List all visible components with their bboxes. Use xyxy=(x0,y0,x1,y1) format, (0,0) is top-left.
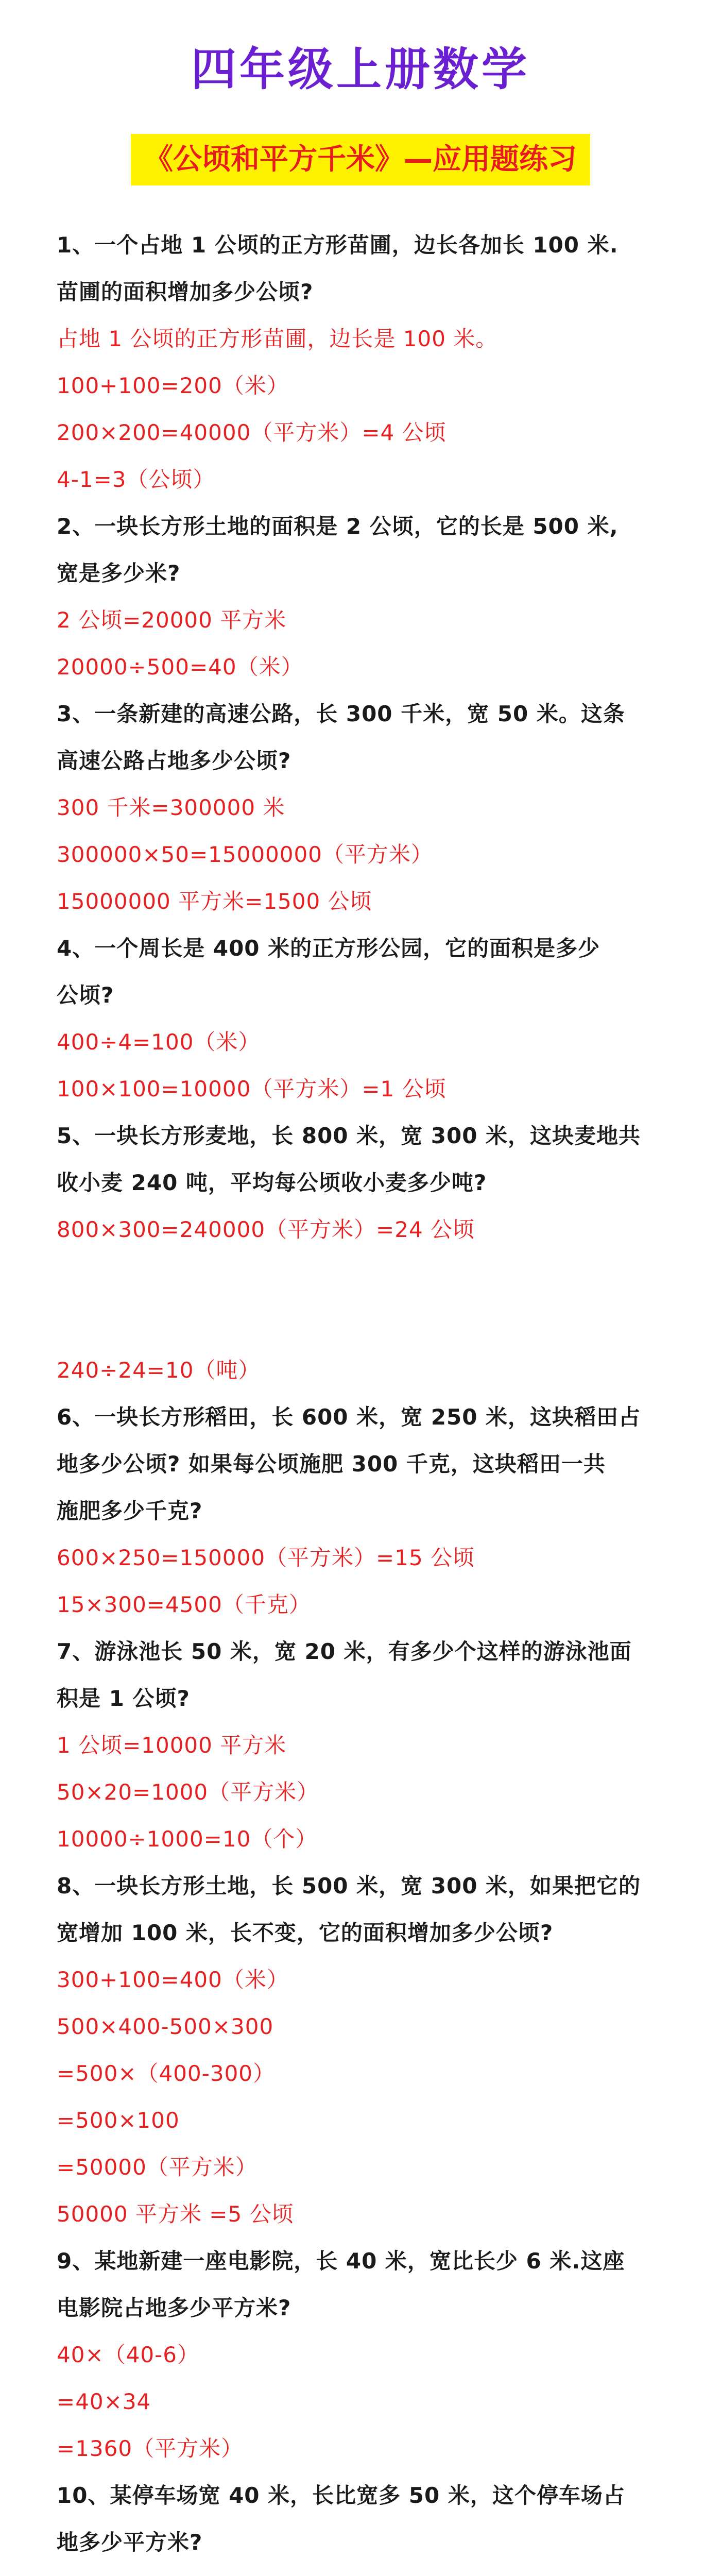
question-line: 电影院占地多少平方米? xyxy=(57,2295,291,2320)
question-line: 10、某停车场宽 40 米，长比宽多 50 米，这个停车场占 xyxy=(57,2483,625,2508)
answer-line: =500×（400-300） xyxy=(57,2061,276,2086)
blank-space xyxy=(57,2566,664,2576)
blank-space xyxy=(57,1300,664,1347)
answer-line: 40×（40-6） xyxy=(57,2342,199,2367)
answer-line: 300000×50=15000000（平方米） xyxy=(57,842,433,867)
question-line: 施肥多少千克? xyxy=(57,1498,203,1523)
question-line: 收小麦 240 吨，平均每公顷收小麦多少吨? xyxy=(57,1170,487,1195)
answer-line: 300+100=400（米） xyxy=(57,1967,289,1992)
question-line: 9、某地新建一座电影院，长 40 米，宽比长少 6 米.这座 xyxy=(57,2248,625,2274)
question-line: 高速公路占地多少公顷? xyxy=(57,748,291,773)
answer-line: 300 千米=300000 米 xyxy=(57,795,285,820)
answer-line: 50×20=1000（平方米） xyxy=(57,1780,319,1805)
answer-line: 20000÷500=40（米） xyxy=(57,654,303,680)
question-line: 宽增加 100 米，长不变，它的面积增加多少公顷? xyxy=(57,1920,554,1945)
answer-line: 15×300=4500（千克） xyxy=(57,1592,311,1617)
answer-line: 800×300=240000（平方米）=24 公顷 xyxy=(57,1217,475,1242)
answer-line: 15000000 平方米=1500 公顷 xyxy=(57,889,372,914)
answer-line: =50000（平方米） xyxy=(57,2155,258,2180)
answer-line: 400÷4=100（米） xyxy=(57,1029,261,1055)
answer-line: 10000÷1000=10（个） xyxy=(57,1826,318,1852)
question-line: 地多少平方米? xyxy=(57,2530,203,2555)
answer-line: =500×100 xyxy=(57,2108,180,2133)
answer-line: 占地 1 公顷的正方形苗圃，边长是 100 米。 xyxy=(57,326,498,351)
question-line: 6、一块长方形稻田，长 600 米，宽 250 米，这块稻田占 xyxy=(57,1404,641,1430)
question-line: 3、一条新建的高速公路，长 300 千米，宽 50 米。这条 xyxy=(57,701,625,726)
question-line: 地多少公顷? 如果每公顷施肥 300 千克，这块稻田一共 xyxy=(57,1451,606,1477)
page-title: 四年级上册数学 xyxy=(191,43,530,96)
answer-line: 100+100=200（米） xyxy=(57,373,289,398)
question-line: 宽是多少米? xyxy=(57,561,181,586)
answer-line: 50000 平方米 =5 公顷 xyxy=(57,2201,294,2227)
question-line: 8、一块长方形土地，长 500 米，宽 300 米，如果把它的 xyxy=(57,1873,641,1899)
answer-line: 600×250=150000（平方米）=15 公顷 xyxy=(57,1545,475,1570)
answer-line: 240÷24=10（吨） xyxy=(57,1358,261,1383)
question-line: 7、游泳池长 50 米，宽 20 米，有多少个这样的游泳池面 xyxy=(57,1639,632,1664)
answer-line: 100×100=10000（平方米）=1 公顷 xyxy=(57,1076,447,1101)
subtitle-banner xyxy=(57,134,664,191)
page-subtitle: 《公顷和平方千米》—应用题练习 xyxy=(131,134,590,185)
answer-line: 500×400-500×300 xyxy=(57,2014,274,2039)
answer-line: 2 公顷=20000 平方米 xyxy=(57,607,287,633)
answer-line: =1360（平方米） xyxy=(57,2436,244,2461)
question-line: 4、一个周长是 400 米的正方形公园，它的面积是多少 xyxy=(57,936,600,961)
question-line: 公顷? xyxy=(57,982,114,1008)
question-line: 5、一块长方形麦地，长 800 米，宽 300 米，这块麦地共 xyxy=(57,1123,641,1148)
problem-list xyxy=(57,222,664,2576)
question-line: 积是 1 公顷? xyxy=(57,1686,190,1711)
blank-space xyxy=(57,1253,664,1300)
answer-line: =40×34 xyxy=(57,2389,151,2414)
answer-line: 200×200=40000（平方米）=4 公顷 xyxy=(57,420,447,445)
question-line: 1、一个占地 1 公顷的正方形苗圃，边长各加长 100 米. xyxy=(57,232,619,258)
answer-line: 1 公顷=10000 平方米 xyxy=(57,1733,287,1758)
question-line: 苗圃的面积增加多少公顷? xyxy=(57,279,314,304)
question-line: 2、一块长方形土地的面积是 2 公顷，它的长是 500 米, xyxy=(57,514,619,539)
answer-line: 4-1=3（公顷） xyxy=(57,467,215,492)
